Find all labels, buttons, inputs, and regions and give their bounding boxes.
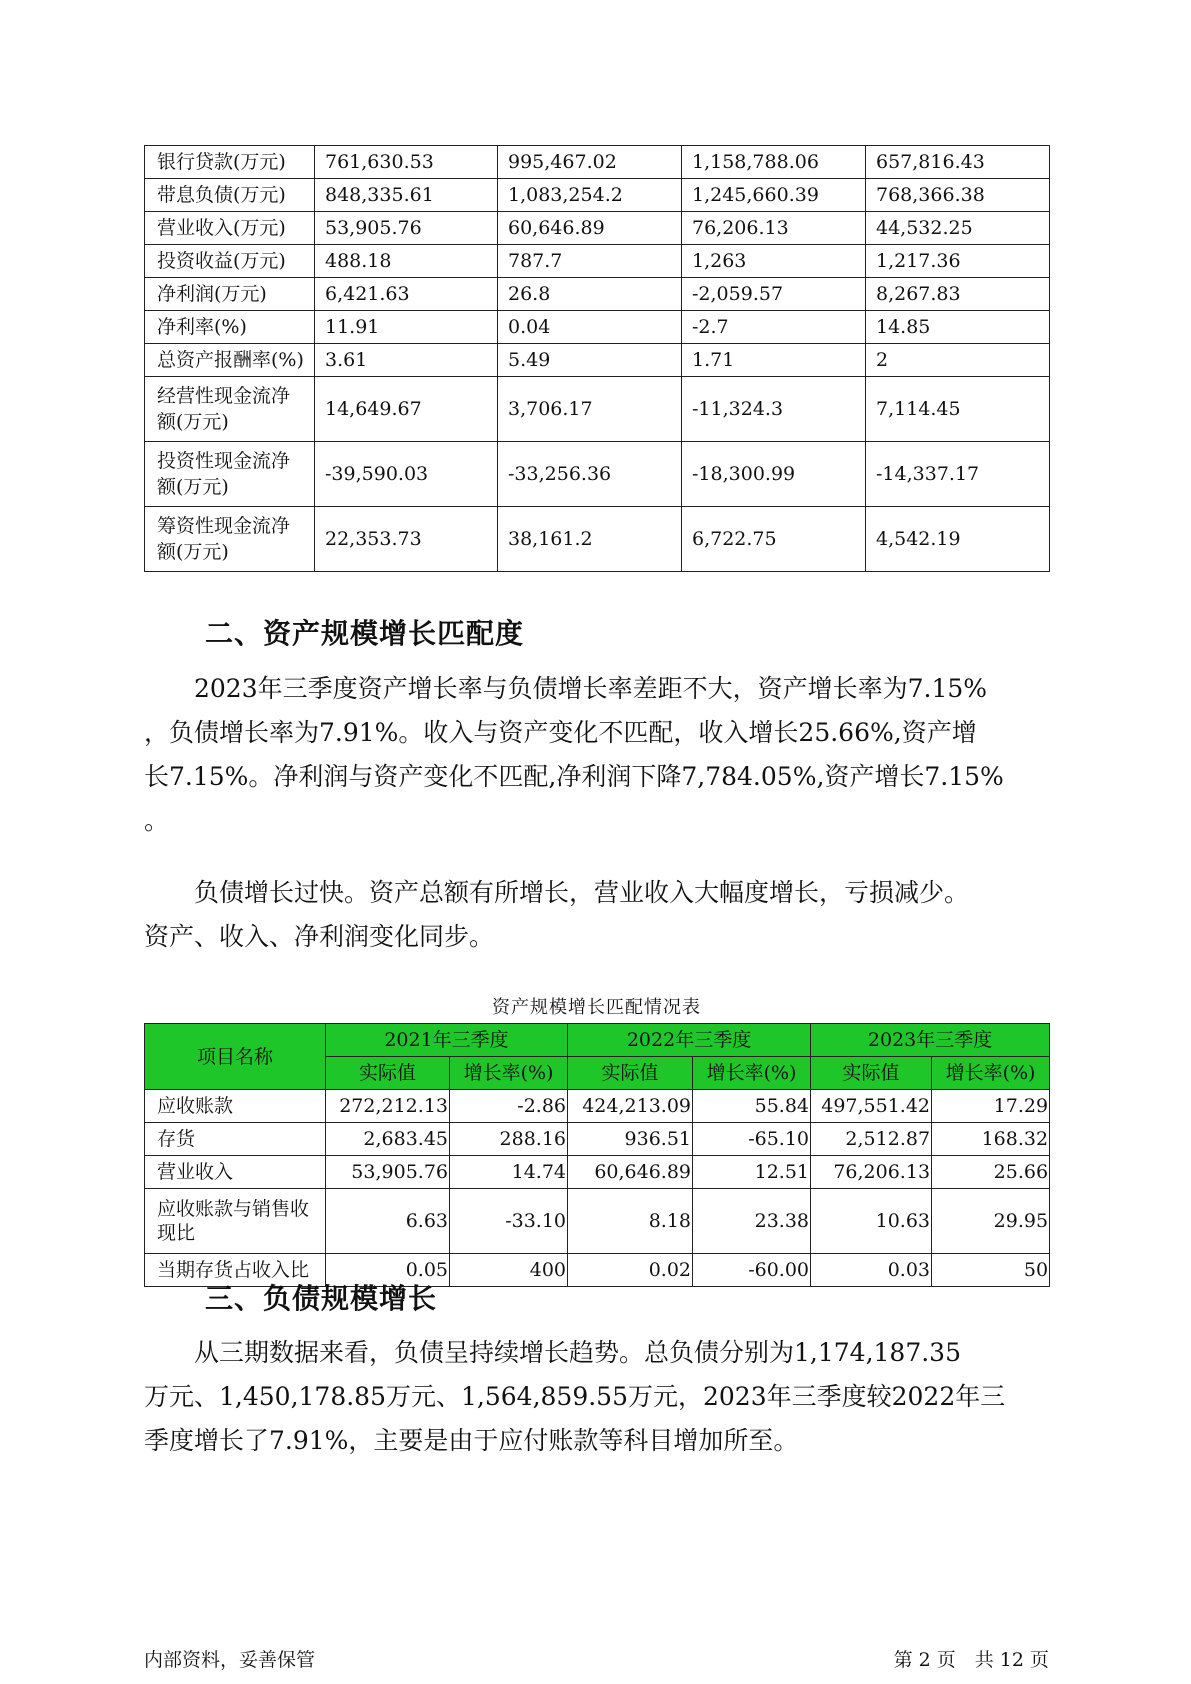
growth-rate-cell: 23.38 bbox=[693, 1189, 811, 1254]
actual-value-cell: 60,646.89 bbox=[568, 1156, 693, 1189]
row-label-cell: 存货 bbox=[145, 1123, 326, 1156]
value-cell: -14,337.17 bbox=[866, 442, 1050, 507]
value-cell: -33,256.36 bbox=[498, 442, 682, 507]
value-cell: 1,158,788.06 bbox=[682, 146, 866, 179]
row-label-cell: 营业收入 bbox=[145, 1156, 326, 1189]
row-label-cell: 应收账款与销售收现比 bbox=[145, 1189, 326, 1254]
table-row bbox=[145, 179, 1050, 212]
table-row bbox=[145, 278, 1050, 311]
row-label-cell: 营业收入(万元) bbox=[145, 212, 315, 245]
footer-confidential-note: 内部资料，妥善保管 bbox=[144, 1649, 316, 1671]
value-cell: 38,161.2 bbox=[498, 507, 682, 572]
value-cell: 0.04 bbox=[498, 311, 682, 344]
financial-metrics-table bbox=[144, 145, 1050, 572]
growth-rate-cell: 50 bbox=[932, 1254, 1050, 1287]
value-cell: 2 bbox=[866, 344, 1050, 377]
paragraph-asset-growth-2 bbox=[144, 871, 1049, 959]
actual-value-cell: 53,905.76 bbox=[326, 1156, 450, 1189]
actual-value-cell: 0.02 bbox=[568, 1254, 693, 1287]
header-actual: 实际值 bbox=[326, 1057, 450, 1090]
header-period-2022: 2022年三季度 bbox=[568, 1024, 811, 1057]
growth-rate-cell: 14.74 bbox=[450, 1156, 568, 1189]
row-label-cell: 带息负债(万元) bbox=[145, 179, 315, 212]
value-cell: 1,245,660.39 bbox=[682, 179, 866, 212]
header-growth: 增长率(%) bbox=[693, 1057, 811, 1090]
row-label-cell: 当期存货占收入比 bbox=[145, 1254, 326, 1287]
actual-value-cell: 272,212.13 bbox=[326, 1090, 450, 1123]
value-cell: 848,335.61 bbox=[315, 179, 498, 212]
text-line: 2023年三季度资产增长率与负债增长率差距不大，资产增长率为7.15% bbox=[144, 674, 988, 703]
text-line: 从三期数据来看，负债呈持续增长趋势。总负债分别为1,174,187.35 bbox=[144, 1338, 961, 1367]
value-cell: 787.7 bbox=[498, 245, 682, 278]
value-cell: 1.71 bbox=[682, 344, 866, 377]
actual-value-cell: 2,512.87 bbox=[811, 1123, 932, 1156]
table-row bbox=[145, 344, 1050, 377]
table-row bbox=[145, 212, 1050, 245]
value-cell: -2.7 bbox=[682, 311, 866, 344]
value-cell: 44,532.25 bbox=[866, 212, 1050, 245]
growth-rate-cell: 400 bbox=[450, 1254, 568, 1287]
table-caption: 资产规模增长匹配情况表 bbox=[492, 997, 701, 1018]
value-cell: 26.8 bbox=[498, 278, 682, 311]
text-line: 负债增长过快。资产总额有所增长，营业收入大幅度增长，亏损减少。 bbox=[144, 878, 970, 907]
text-line: 资产、收入、净利润变化同步。 bbox=[144, 922, 495, 951]
table-row bbox=[145, 1156, 1050, 1189]
value-cell: 14.85 bbox=[866, 311, 1050, 344]
actual-value-cell: 10.63 bbox=[811, 1189, 932, 1254]
value-cell: -11,324.3 bbox=[682, 377, 866, 442]
growth-rate-cell: -65.10 bbox=[693, 1123, 811, 1156]
section-heading-asset-growth: 二、资产规模增长匹配度 bbox=[205, 617, 525, 650]
header-actual: 实际值 bbox=[568, 1057, 693, 1090]
text-line: 长7.15%。净利润与资产变化不匹配,净利润下降7,784.05%,资产增长7.15% bbox=[144, 762, 1004, 791]
text-line: ，负债增长率为7.91%。收入与资产变化不匹配，收入增长25.66%,资产增 bbox=[144, 718, 977, 747]
actual-value-cell: 0.05 bbox=[326, 1254, 450, 1287]
paragraph-asset-growth-1 bbox=[144, 667, 1049, 843]
value-cell: 53,905.76 bbox=[315, 212, 498, 245]
table-row bbox=[145, 1090, 1050, 1123]
table-row bbox=[145, 1189, 1050, 1254]
growth-rate-cell: -60.00 bbox=[693, 1254, 811, 1287]
footer-page-number: 第 2 页 共 12 页 bbox=[893, 1649, 1049, 1671]
row-label-cell: 筹资性现金流净额(万元) bbox=[145, 507, 315, 572]
table-row bbox=[145, 311, 1050, 344]
value-cell: 6,421.63 bbox=[315, 278, 498, 311]
growth-rate-cell: 288.16 bbox=[450, 1123, 568, 1156]
text-line: 万元、1,450,178.85万元、1,564,859.55万元，2023年三季度较2022年三 bbox=[144, 1382, 1006, 1411]
table-row bbox=[145, 442, 1050, 507]
table-row bbox=[145, 245, 1050, 278]
value-cell: 1,217.36 bbox=[866, 245, 1050, 278]
header-item-name: 项目名称 bbox=[145, 1024, 326, 1090]
value-cell: 7,114.45 bbox=[866, 377, 1050, 442]
growth-rate-cell: 12.51 bbox=[693, 1156, 811, 1189]
value-cell: 768,366.38 bbox=[866, 179, 1050, 212]
header-period-2023: 2023年三季度 bbox=[811, 1024, 1050, 1057]
actual-value-cell: 497,551.42 bbox=[811, 1090, 932, 1123]
header-growth: 增长率(%) bbox=[450, 1057, 568, 1090]
value-cell: 14,649.67 bbox=[315, 377, 498, 442]
row-label-cell: 净利润(万元) bbox=[145, 278, 315, 311]
asset-growth-match-table bbox=[144, 1023, 1050, 1287]
actual-value-cell: 76,206.13 bbox=[811, 1156, 932, 1189]
actual-value-cell: 6.63 bbox=[326, 1189, 450, 1254]
value-cell: 11.91 bbox=[315, 311, 498, 344]
actual-value-cell: 2,683.45 bbox=[326, 1123, 450, 1156]
table-row bbox=[145, 146, 1050, 179]
table-row bbox=[145, 1123, 1050, 1156]
row-label-cell: 投资收益(万元) bbox=[145, 245, 315, 278]
value-cell: 657,816.43 bbox=[866, 146, 1050, 179]
actual-value-cell: 8.18 bbox=[568, 1189, 693, 1254]
header-growth: 增长率(%) bbox=[932, 1057, 1050, 1090]
value-cell: -18,300.99 bbox=[682, 442, 866, 507]
growth-rate-cell: 17.29 bbox=[932, 1090, 1050, 1123]
growth-rate-cell: 25.66 bbox=[932, 1156, 1050, 1189]
actual-value-cell: 424,213.09 bbox=[568, 1090, 693, 1123]
value-cell: 5.49 bbox=[498, 344, 682, 377]
table-row bbox=[145, 507, 1050, 572]
row-label-cell: 净利率(%) bbox=[145, 311, 315, 344]
value-cell: 6,722.75 bbox=[682, 507, 866, 572]
row-label-cell: 投资性现金流净额(万元) bbox=[145, 442, 315, 507]
value-cell: 488.18 bbox=[315, 245, 498, 278]
value-cell: 3.61 bbox=[315, 344, 498, 377]
value-cell: -39,590.03 bbox=[315, 442, 498, 507]
table-row bbox=[145, 377, 1050, 442]
row-label-cell: 经营性现金流净额(万元) bbox=[145, 377, 315, 442]
row-label-cell: 总资产报酬率(%) bbox=[145, 344, 315, 377]
growth-rate-cell: 29.95 bbox=[932, 1189, 1050, 1254]
section-heading-liability-growth: 三、负债规模增长 bbox=[205, 1282, 438, 1315]
value-cell: 4,542.19 bbox=[866, 507, 1050, 572]
value-cell: 8,267.83 bbox=[866, 278, 1050, 311]
actual-value-cell: 0.03 bbox=[811, 1254, 932, 1287]
value-cell: 60,646.89 bbox=[498, 212, 682, 245]
value-cell: 3,706.17 bbox=[498, 377, 682, 442]
value-cell: 1,263 bbox=[682, 245, 866, 278]
growth-rate-cell: 168.32 bbox=[932, 1123, 1050, 1156]
growth-rate-cell: -2.86 bbox=[450, 1090, 568, 1123]
header-period-2021: 2021年三季度 bbox=[326, 1024, 568, 1057]
value-cell: 761,630.53 bbox=[315, 146, 498, 179]
value-cell: -2,059.57 bbox=[682, 278, 866, 311]
growth-rate-cell: -33.10 bbox=[450, 1189, 568, 1254]
value-cell: 76,206.13 bbox=[682, 212, 866, 245]
row-label-cell: 银行贷款(万元) bbox=[145, 146, 315, 179]
paragraph-liability-growth bbox=[144, 1331, 1049, 1463]
header-actual: 实际值 bbox=[811, 1057, 932, 1090]
value-cell: 995,467.02 bbox=[498, 146, 682, 179]
text-line: 季度增长了7.91%，主要是由于应付账款等科目增加所至。 bbox=[144, 1426, 799, 1455]
value-cell: 22,353.73 bbox=[315, 507, 498, 572]
actual-value-cell: 936.51 bbox=[568, 1123, 693, 1156]
growth-rate-cell: 55.84 bbox=[693, 1090, 811, 1123]
value-cell: 1,083,254.2 bbox=[498, 179, 682, 212]
row-label-cell: 应收账款 bbox=[145, 1090, 326, 1123]
text-line: 。 bbox=[144, 806, 170, 835]
